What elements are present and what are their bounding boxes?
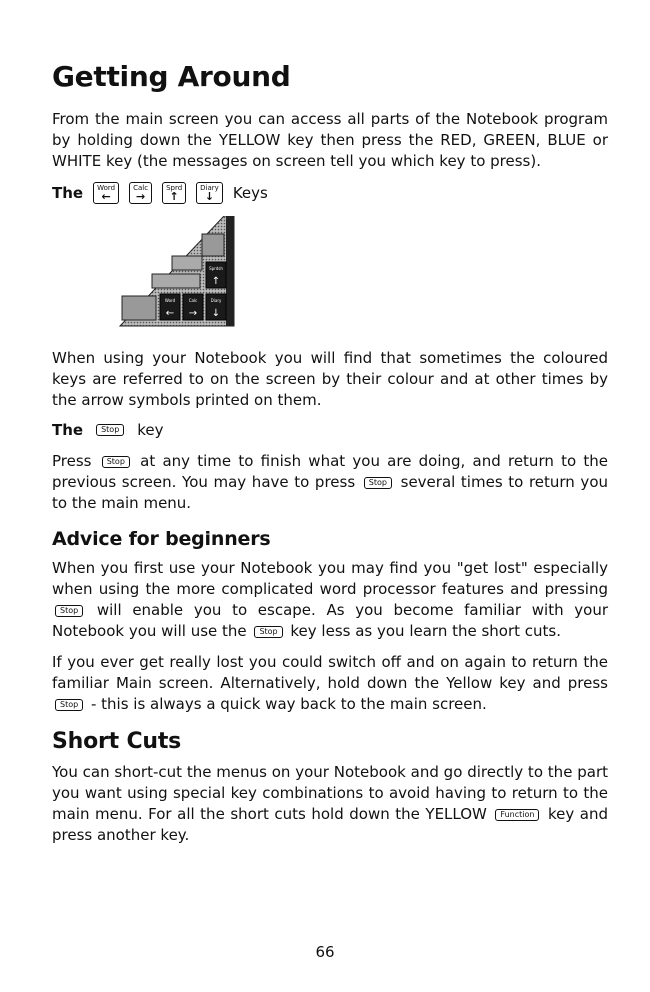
advice-paragraph-2	[52, 652, 608, 715]
shortcuts-text-part1: You can short-cut the menus on your Notebook and go directly to the part you want using special key combinations to avoid having to return to the main menu. For all the short cuts hold down the YELLOW	[52, 763, 608, 823]
stop-key-icon: Stop	[55, 699, 83, 711]
advice-heading: Advice for beginners	[52, 528, 271, 550]
word-keycap-label: Word	[164, 298, 176, 303]
sprdsh-keycap-label: Sprdsh	[209, 266, 223, 271]
keys-subheading	[52, 182, 608, 204]
stop-key-icon: Stop	[96, 424, 124, 436]
down-arrow-icon: ↓	[204, 190, 215, 203]
function-key-icon: Function	[495, 809, 539, 821]
stop-text-part2: at any time to finish what you are doing, and return to the previous screen. You may have to press	[52, 452, 608, 491]
stop-key-icon: Stop	[254, 626, 282, 638]
advice-p2-part1: If you ever get really lost you could switch off and on again to return the familiar Main screen. Alternatively, hold down the Yellow key and press	[52, 653, 608, 692]
diary-key-icon	[196, 182, 223, 204]
sprd-key-label: Sprd	[166, 184, 183, 192]
word-key-label: Word	[97, 184, 116, 192]
stop-heading-suffix: key	[137, 421, 164, 439]
advice-p1-part3: key less as you learn the short cuts.	[290, 622, 562, 640]
sprdsh-up-arrow-icon: ↑	[211, 276, 221, 287]
shortcuts-text-part2: key and press another key.	[52, 805, 608, 844]
page-title: Getting Around	[52, 60, 291, 93]
stop-text-part1: Press	[52, 452, 92, 470]
calc-right-arrow-icon: →	[188, 308, 198, 319]
right-arrow-icon: →	[135, 190, 146, 203]
shortcuts-heading: Short Cuts	[52, 729, 182, 754]
sprd-key-icon	[162, 182, 186, 204]
page-content	[52, 60, 608, 856]
advice-p2-part2: - this is always a quick way back to the main screen.	[90, 695, 487, 713]
stop-key-icon: Stop	[102, 456, 130, 468]
word-left-arrow-icon: ←	[165, 308, 175, 319]
page-number: 66	[315, 943, 335, 961]
keyboard-illustration	[112, 216, 242, 334]
stop-subheading	[52, 421, 608, 439]
word-key-icon	[93, 182, 119, 204]
shortcuts-paragraph	[52, 762, 608, 846]
diary-key-label: Diary	[200, 184, 219, 192]
diary-down-arrow-icon: ↓	[211, 308, 221, 319]
stop-text-part3: several times to return you to the main menu.	[52, 473, 608, 512]
advice-p1-part2: will enable you to escape. As you become familiar with your Notebook you will use the	[52, 601, 608, 640]
stop-paragraph	[52, 451, 608, 514]
stop-key-icon: Stop	[55, 605, 83, 617]
left-arrow-icon: ←	[101, 190, 111, 203]
up-arrow-icon: ↑	[169, 190, 179, 203]
keys-heading-suffix: Keys	[232, 184, 268, 202]
calc-key-icon	[129, 182, 152, 204]
diary-keycap-label: Diary	[210, 298, 222, 303]
advice-p1-part1: When you first use your Notebook you may find you "get lost" especially when using the more complicated word processor features and pressing	[52, 559, 608, 598]
stop-key-icon: Stop	[364, 477, 392, 489]
keys-paragraph: When using your Notebook you will find that sometimes the coloured keys are referred to on the screen by their colour and at other times by the arrow symbols printed on them.	[52, 349, 608, 409]
stop-heading-prefix: The	[52, 421, 84, 439]
advice-paragraph-1	[52, 558, 608, 642]
keyboard-corner-image	[112, 216, 242, 334]
calc-keycap-label: Calc	[188, 298, 198, 303]
keys-heading-prefix: The	[52, 184, 84, 202]
calc-key-label: Calc	[133, 184, 149, 192]
intro-paragraph: From the main screen you can access all parts of the Notebook program by holding down the YELLOW key then press the RED, GREEN, BLUE or WHITE key (the messages on screen tell you which key to press).	[52, 110, 608, 170]
